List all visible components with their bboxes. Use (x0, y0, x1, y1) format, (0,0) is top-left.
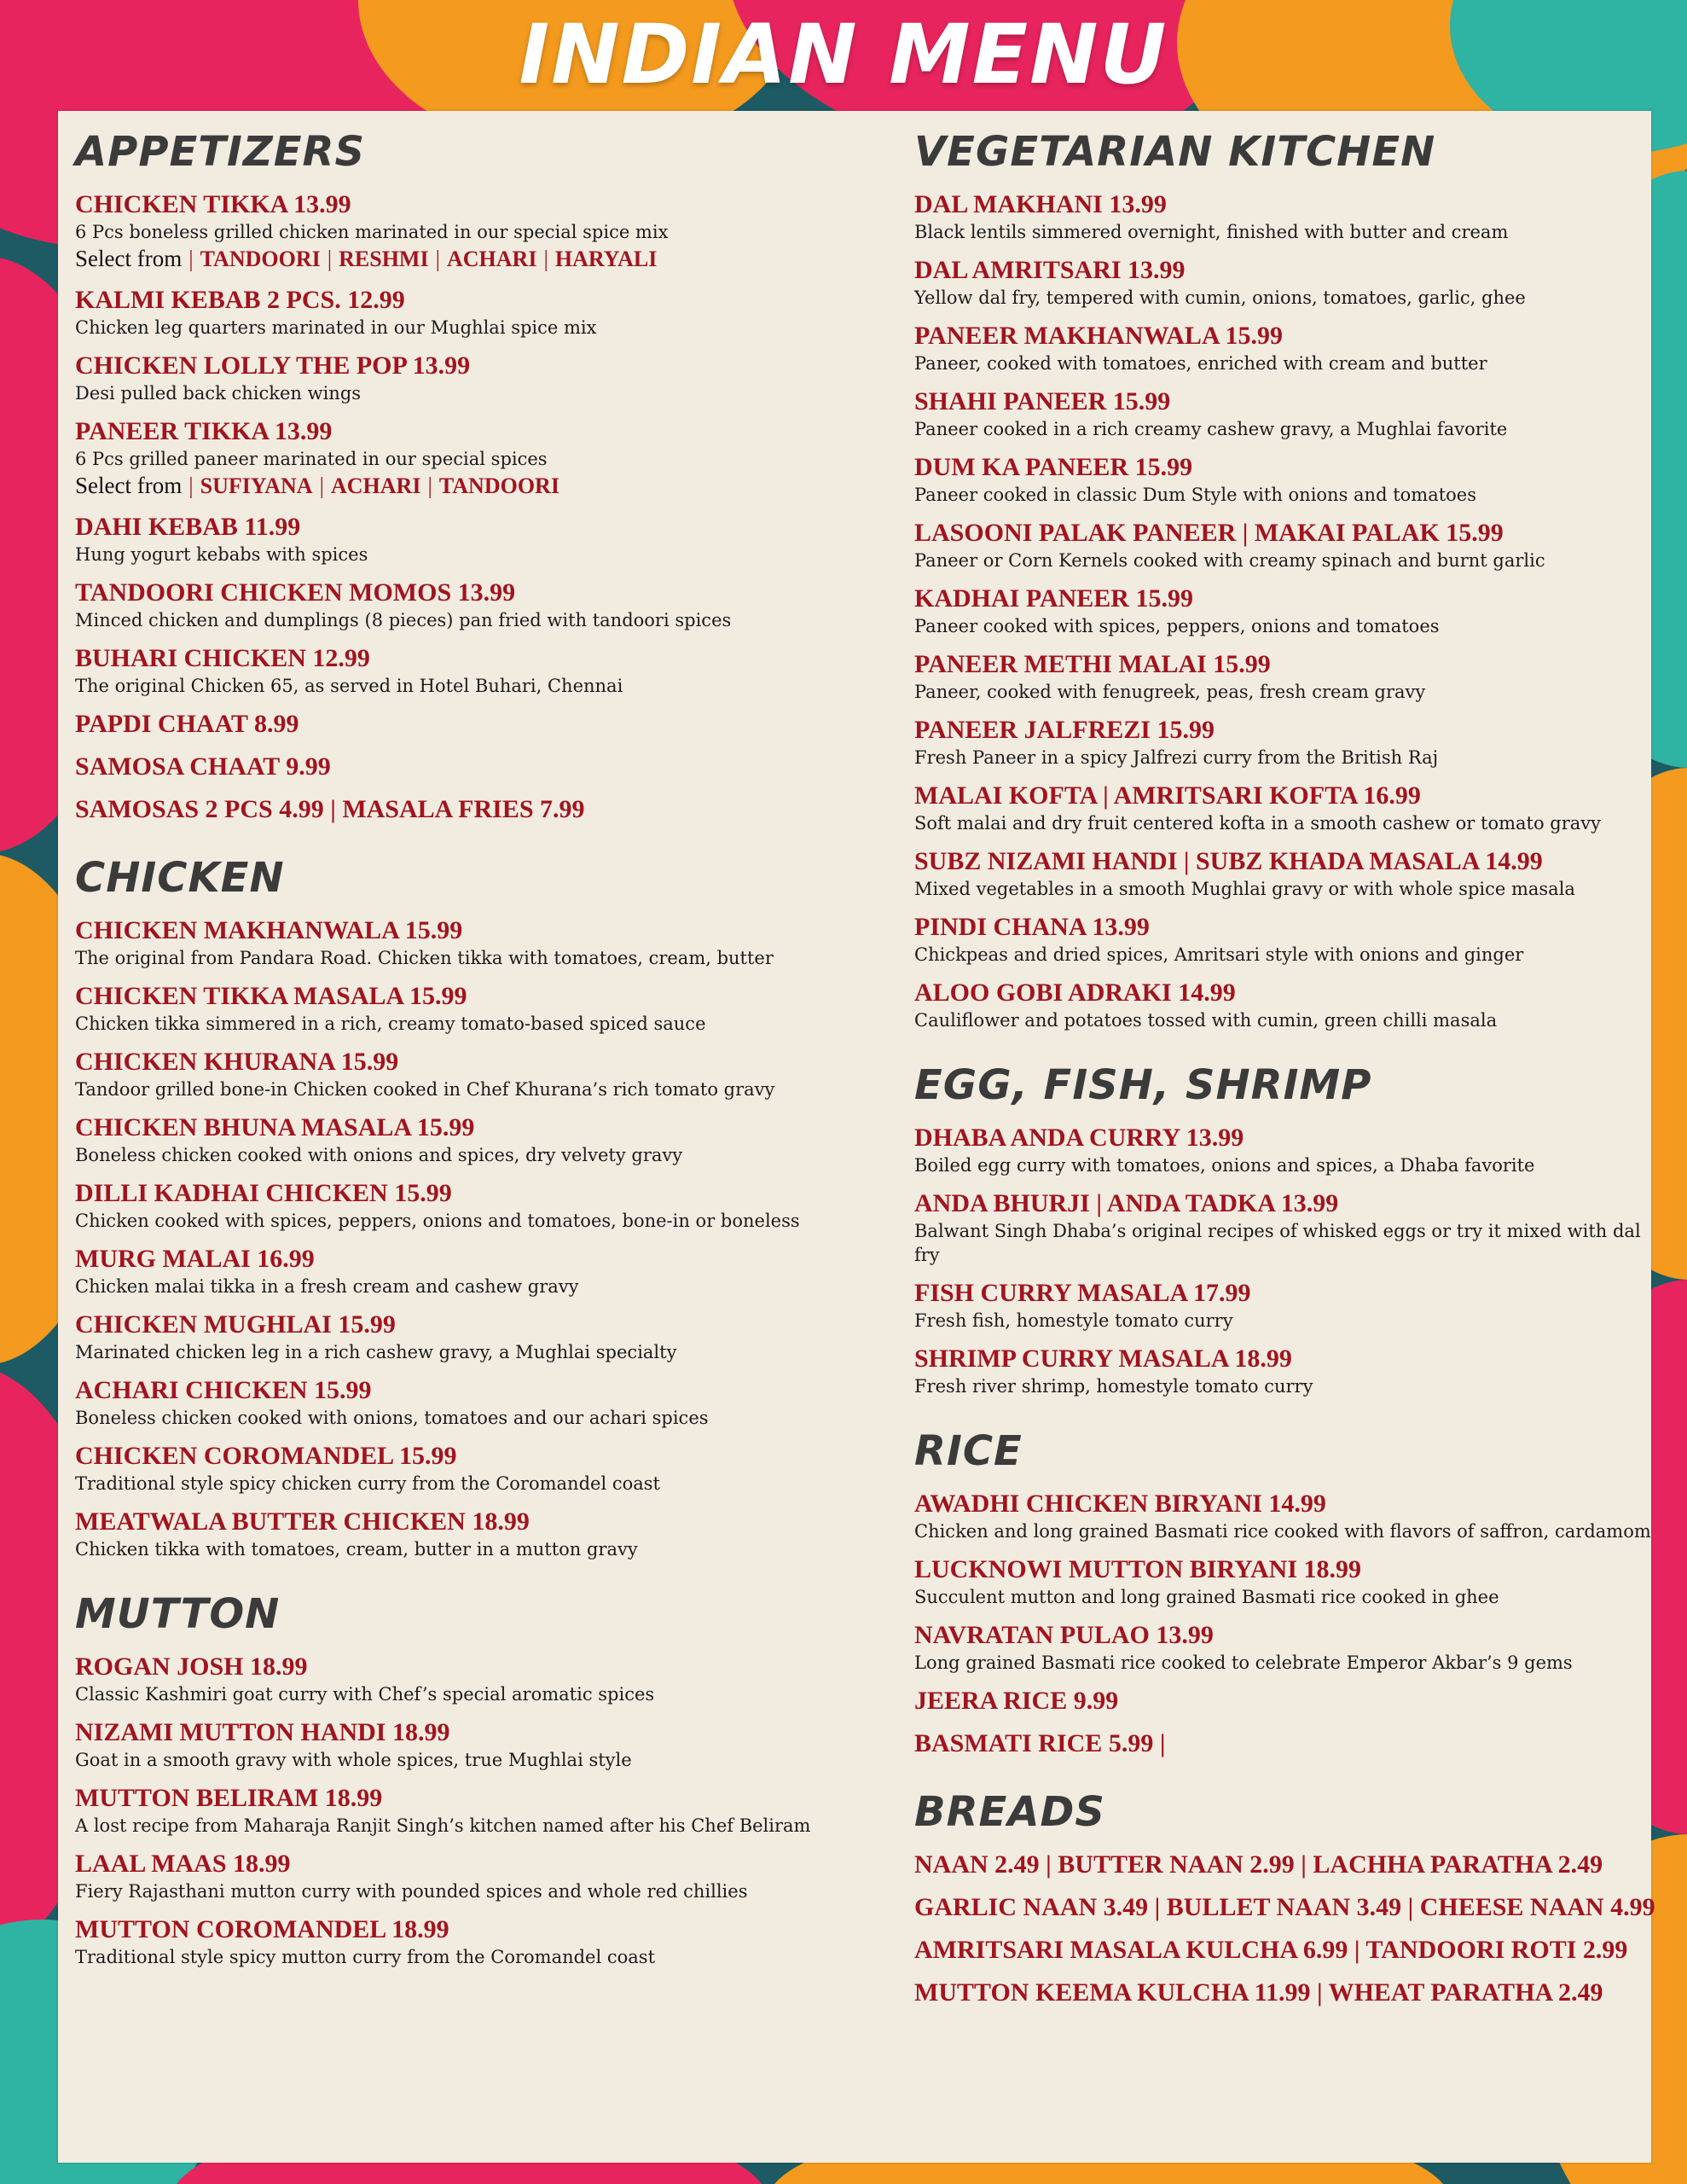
menu-item (75, 752, 843, 782)
menu-item (914, 1686, 1656, 1716)
item-desc: Fiery Rajasthani mutton curry with pounded spices and whole red chillies (75, 1881, 748, 1902)
menu-item (914, 1489, 1656, 1543)
item-desc: Chicken leg quarters marinated in our Mughlai spice mix (75, 317, 597, 338)
item-desc: A lost recipe from Maharaja Ranjit Singh’s kitchen named after his Chef Beliram (75, 1815, 811, 1836)
item-name: CHICKEN BHUNA MASALA 15.99 (75, 1113, 475, 1141)
menu-item (75, 981, 843, 1036)
menu-item (75, 285, 843, 340)
menu-item (75, 1849, 843, 1903)
item-desc: Paneer cooked in a rich creamy cashew gravy, a Mughlai favorite (914, 419, 1508, 439)
item-name: NAVRATAN PULAO 13.99 (914, 1621, 1214, 1649)
option: RESHMI (339, 247, 429, 271)
option: TANDOORI (200, 247, 321, 271)
item-name: BASMATI RICE 5.99 | (914, 1729, 1166, 1757)
select-label: Select from (75, 473, 183, 498)
menu-item (75, 1047, 843, 1101)
item-desc: Marinated chicken leg in a rich cashew gravy, a Mughlai specialty (75, 1342, 677, 1362)
item-name: PANEER MAKHANWALA 15.99 (914, 322, 1283, 350)
section-title-egg-fish-shrimp: EGG, FISH, SHRIMP (914, 1061, 1372, 1109)
item-desc: Boiled egg curry with tomatoes, onions and spices, a Dhaba favorite (914, 1155, 1535, 1176)
item-name: ACHARI CHICKEN 15.99 (75, 1376, 372, 1404)
menu-item (75, 1310, 843, 1364)
menu-item (914, 649, 1656, 704)
item-name: FISH CURRY MASALA 17.99 (914, 1279, 1251, 1307)
section-mutton (75, 1590, 843, 1969)
menu-item (914, 1554, 1656, 1609)
item-name: CHICKEN MUGHLAI 15.99 (75, 1310, 396, 1339)
item-name: LASOONI PALAK PANEER | MAKAI PALAK 15.99 (914, 519, 1504, 547)
item-desc: Minced chicken and dumplings (8 pieces) pan fried with tandoori spices (75, 610, 732, 630)
menu-item (914, 1123, 1656, 1177)
item-desc: Goat in a smooth gravy with whole spices, true Mughlai style (75, 1750, 632, 1770)
item-desc: Fresh fish, homestyle tomato curry (914, 1310, 1233, 1331)
item-name: DAHI KEBAB 11.99 (75, 513, 301, 541)
item-name: KALMI KEBAB 2 PCS. 12.99 (75, 286, 405, 314)
item-desc: Boneless chicken cooked with onions, tomatoes and our achari spices (75, 1408, 709, 1428)
section-title-vegetarian: VEGETARIAN KITCHEN (914, 128, 1436, 176)
bread-line: GARLIC NAAN 3.49 | BULLET NAAN 3.49 | CHEESE NAAN 4.99 (914, 1893, 1655, 1921)
menu-item (914, 584, 1656, 638)
menu-item (914, 715, 1656, 770)
option: SUFIYANA (200, 473, 313, 498)
item-name: PANEER JALFREZI 15.99 (914, 716, 1215, 744)
item-name: KADHAI PANEER 15.99 (914, 584, 1193, 613)
item-name: CHICKEN MAKHANWALA 15.99 (75, 916, 463, 944)
section-title-appetizers: APPETIZERS (75, 128, 366, 176)
section-breads (914, 1788, 1656, 2008)
section-appetizers (75, 128, 843, 825)
item-desc: Traditional style spicy chicken curry from the Coromandel coast (75, 1473, 660, 1494)
item-name: DAL AMRITSARI 13.99 (914, 256, 1186, 284)
item-name: CHICKEN KHURANA 15.99 (75, 1048, 399, 1076)
menu-item (75, 1178, 843, 1233)
item-name: AWADHI CHICKEN BIRYANI 14.99 (914, 1490, 1326, 1518)
item-desc: Cauliflower and potatoes tossed with cumin, green chilli masala (914, 1010, 1498, 1031)
bread-line: NAAN 2.49 | BUTTER NAAN 2.99 | LACHHA PARATHA 2.49 (914, 1850, 1603, 1879)
item-name: ALOO GOBI ADRAKI 14.99 (914, 979, 1236, 1007)
menu-item (75, 1652, 843, 1706)
menu-item (914, 1278, 1656, 1333)
section-title-rice: RICE (914, 1427, 1023, 1475)
item-name: ROGAN JOSH 18.99 (75, 1653, 308, 1681)
menu-item (914, 781, 1656, 835)
item-desc: Paneer cooked in classic Dum Style with onions and tomatoes (914, 485, 1476, 505)
item-name: SHRIMP CURRY MASALA 18.99 (914, 1345, 1292, 1373)
menu-item (914, 912, 1656, 967)
item-name: PINDI CHANA 13.99 (914, 913, 1150, 941)
menu-item (75, 578, 843, 632)
menu-item (75, 1112, 843, 1167)
menu-item (914, 1344, 1656, 1398)
menu-item (914, 321, 1656, 375)
menu-item (75, 351, 843, 405)
section-chicken (75, 854, 843, 1561)
menu-item (914, 1728, 1656, 1759)
item-desc: 6 Pcs grilled paneer marinated in our special spices (75, 449, 548, 469)
menu-item (75, 512, 843, 566)
item-desc: Desi pulled back chicken wings (75, 383, 362, 404)
menu-item (75, 1914, 843, 1969)
section-rice (914, 1427, 1656, 1759)
item-name: TANDOORI CHICKEN MOMOS 13.99 (75, 578, 516, 607)
item-name: ANDA BHURJI | ANDA TADKA 13.99 (914, 1189, 1339, 1217)
item-desc: Black lentils simmered overnight, finished with butter and cream (914, 222, 1509, 242)
item-name: CHICKEN LOLLY THE POP 13.99 (75, 351, 471, 380)
menu-item (75, 1244, 843, 1298)
item-name: CHICKEN TIKKA 13.99 (75, 190, 351, 218)
menu-item (914, 386, 1656, 441)
item-name: SAMOSA CHAAT 9.99 (75, 752, 331, 781)
item-desc: Long grained Basmati rice cooked to celebrate Emperor Akbar’s 9 gems (914, 1653, 1573, 1673)
item-desc: Yellow dal fry, tempered with cumin, onions, tomatoes, garlic, ghee (914, 288, 1526, 308)
item-desc: Chicken and long grained Basmati rice cooked with flavors of saffron, cardamom (914, 1521, 1651, 1542)
item-name: MURG MALAI 16.99 (75, 1245, 315, 1273)
item-desc: Chicken tikka with tomatoes, cream, butter in a mutton gravy (75, 1539, 638, 1560)
select-label: Select from (75, 246, 183, 271)
item-name: JEERA RICE 9.99 (914, 1687, 1119, 1715)
item-desc: Soft malai and dry fruit centered kofta in a smooth cashew or tomato gravy (914, 813, 1602, 834)
item-desc: The original from Pandara Road. Chicken tikka with tomatoes, cream, butter (75, 948, 774, 968)
item-name: SUBZ NIZAMI HANDI | SUBZ KHADA MASALA 14.99 (914, 847, 1543, 875)
menu-title: INDIAN MENU (519, 7, 1168, 102)
item-name: LUCKNOWI MUTTON BIRYANI 18.99 (914, 1555, 1362, 1583)
item-desc: Mixed vegetables in a smooth Mughlai gravy or with whole spice masala (914, 879, 1575, 899)
item-name: MUTTON BELIRAM 18.99 (75, 1784, 383, 1812)
item-desc: Balwant Singh Dhaba’s original recipes of whisked eggs or try it mixed with dal fry (914, 1221, 1641, 1265)
menu-item (914, 1620, 1656, 1675)
item-desc: Boneless chicken cooked with onions and spices, dry velvety gravy (75, 1145, 683, 1165)
left-column (75, 128, 843, 1998)
item-name: MEATWALA BUTTER CHICKEN 18.99 (75, 1507, 530, 1536)
menu-item (75, 189, 843, 274)
right-column (914, 128, 1656, 2037)
item-desc: Paneer or Corn Kernels cooked with creamy spinach and burnt garlic (914, 550, 1545, 571)
item-name: PANEER TIKKA 13.99 (75, 417, 333, 445)
menu-item (75, 709, 843, 740)
item-desc: 6 Pcs boneless grilled chicken marinated in our special spice mix (75, 222, 669, 242)
menu-item (75, 1375, 843, 1430)
item-name: DILLI KADHAI CHICKEN 15.99 (75, 1179, 452, 1207)
option: ACHARI (447, 247, 537, 271)
select-options: Select from | TANDOORI | RESHMI | ACHARI | HARYALI (75, 246, 658, 271)
item-desc: Chicken cooked with spices, peppers, onions and tomatoes, bone-in or boneless (75, 1211, 800, 1231)
menu-item (914, 518, 1656, 572)
item-desc: Paneer, cooked with tomatoes, enriched with cream and butter (914, 353, 1487, 374)
item-name: SHAHI PANEER 15.99 (914, 387, 1171, 415)
item-desc: Chicken malai tikka in a fresh cream and cashew gravy (75, 1276, 579, 1297)
menu-item (914, 846, 1656, 901)
bread-line: AMRITSARI MASALA KULCHA 6.99 | TANDOORI ROTI 2.99 (914, 1936, 1628, 1964)
section-title-mutton: MUTTON (75, 1590, 281, 1638)
menu-item (914, 452, 1656, 507)
item-desc: Hung yogurt kebabs with spices (75, 544, 368, 565)
section-egg-fish-shrimp (914, 1061, 1656, 1398)
item-desc: Paneer, cooked with fenugreek, peas, fresh cream gravy (914, 682, 1426, 702)
menu-item (914, 189, 1656, 244)
item-desc: Succulent mutton and long grained Basmati rice cooked in ghee (914, 1587, 1499, 1607)
option: HARYALI (554, 247, 658, 271)
select-options: Select from | SUFIYANA | ACHARI | TANDOORI (75, 473, 559, 498)
option: ACHARI (331, 473, 421, 498)
section-vegetarian (914, 128, 1656, 1032)
item-name: DAL MAKHANI 13.99 (914, 190, 1167, 218)
item-name: CHICKEN COROMANDEL 15.99 (75, 1442, 457, 1470)
item-name: PANEER METHI MALAI 15.99 (914, 650, 1271, 678)
item-desc: Chicken tikka simmered in a rich, creamy tomato-based spiced sauce (75, 1014, 706, 1034)
item-name: MALAI KOFTA | AMRITSARI KOFTA 16.99 (914, 781, 1421, 810)
item-desc: Fresh river shrimp, homestyle tomato curry (914, 1376, 1313, 1397)
item-name: DUM KA PANEER 15.99 (914, 453, 1193, 481)
menu-item (75, 643, 843, 698)
item-desc: The original Chicken 65, as served in Hotel Buhari, Chennai (75, 676, 623, 696)
item-name: MUTTON COROMANDEL 18.99 (75, 1915, 449, 1943)
item-desc: Fresh Paneer in a spicy Jalfrezi curry from the British Raj (914, 747, 1439, 768)
menu-item (914, 978, 1656, 1032)
bread-line: MUTTON KEEMA KULCHA 11.99 | WHEAT PARATHA 2.49 (914, 1978, 1603, 2007)
item-desc: Chickpeas and dried spices, Amritsari style with onions and ginger (914, 944, 1524, 965)
item-name: SAMOSAS 2 PCS 4.99 | MASALA FRIES 7.99 (75, 795, 585, 823)
item-desc: Traditional style spicy mutton curry from the Coromandel coast (75, 1947, 656, 1967)
item-name: LAAL MAAS 18.99 (75, 1850, 291, 1878)
menu-item (75, 416, 843, 501)
menu-item (75, 1441, 843, 1496)
item-desc: Classic Kashmiri goat curry with Chef’s special aromatic spices (75, 1684, 655, 1705)
item-name: BUHARI CHICKEN 12.99 (75, 644, 370, 672)
item-name: PAPDI CHAAT 8.99 (75, 710, 299, 738)
menu-item (75, 915, 843, 970)
menu-item (75, 1717, 843, 1772)
menu-item (75, 1507, 843, 1561)
section-title-breads: BREADS (914, 1788, 1105, 1836)
menu-item (914, 1188, 1656, 1267)
item-name: CHICKEN TIKKA MASALA 15.99 (75, 982, 467, 1010)
menu-item (914, 255, 1656, 310)
menu-item (75, 794, 843, 825)
item-name: DHABA ANDA CURRY 13.99 (914, 1124, 1244, 1152)
item-desc: Paneer cooked with spices, peppers, onions and tomatoes (914, 616, 1440, 636)
item-name: NIZAMI MUTTON HANDI 18.99 (75, 1718, 450, 1746)
item-desc: Tandoor grilled bone-in Chicken cooked in Chef Khurana’s rich tomato gravy (75, 1079, 775, 1100)
menu-item (75, 1783, 843, 1838)
option: TANDOORI (438, 473, 559, 498)
section-title-chicken: CHICKEN (75, 854, 285, 902)
